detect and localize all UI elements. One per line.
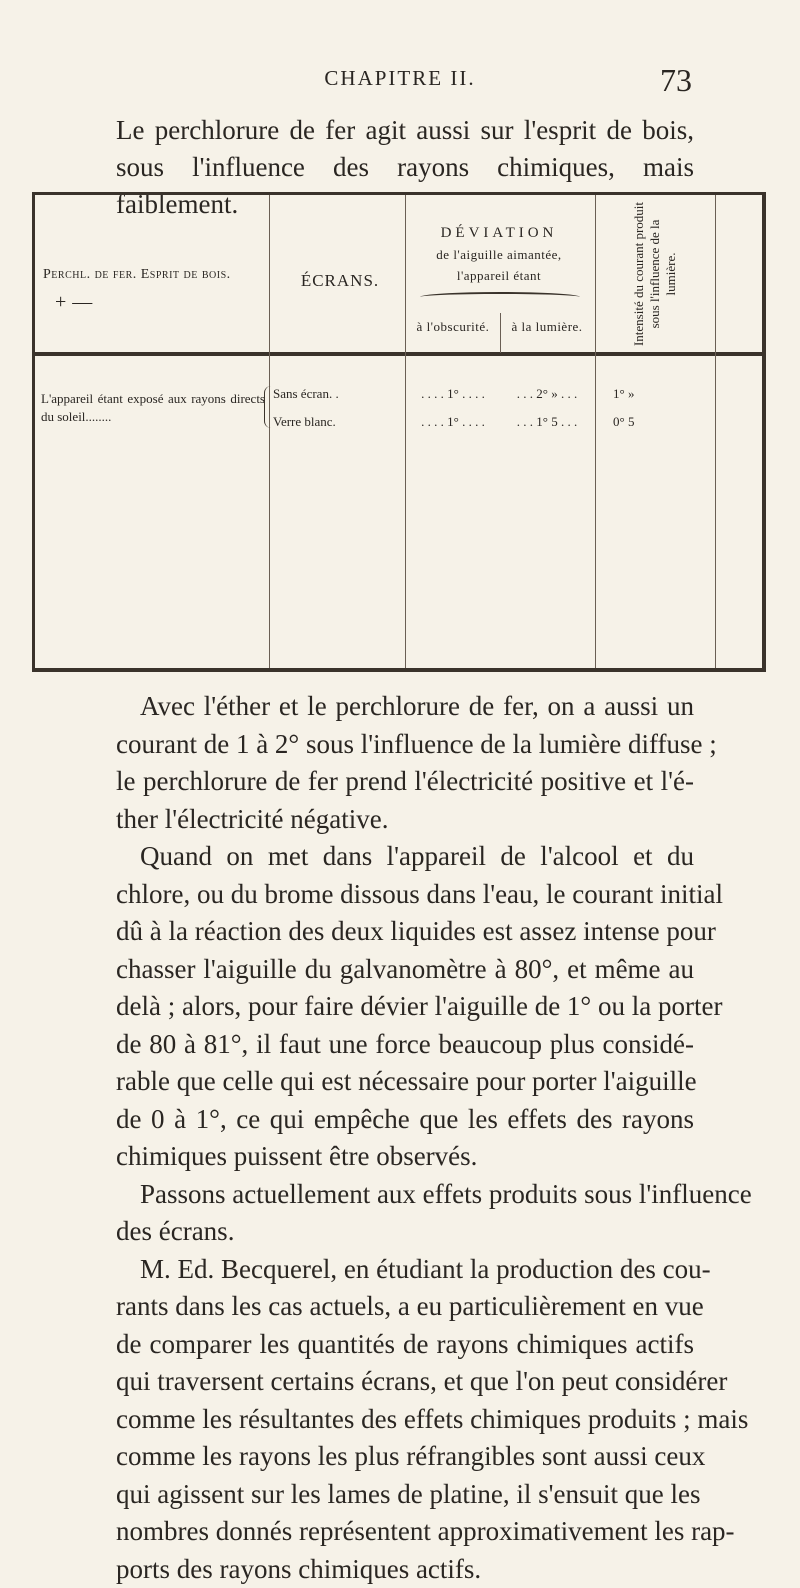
text-line: Avec l'éther et le perchlorure de fer, on a aussi un — [116, 688, 694, 726]
deviation-title: DÉVIATION — [407, 223, 591, 244]
table-cell-obscurite: . . . . 1° . . . . — [407, 414, 499, 430]
text-line: chlore, ou du brome dissous dans l'eau, le courant initial — [116, 876, 694, 914]
page-header — [0, 62, 800, 102]
table-cell-screen: Sans écran. . — [273, 386, 339, 402]
data-table — [32, 192, 766, 672]
text-line: nombres donnés représentent approximativement les rap- — [116, 1513, 694, 1551]
col-header-signs: + — — [55, 291, 115, 314]
text-line: Quand on met dans l'appareil de l'alcool et du — [116, 838, 694, 876]
text-line: courant de 1 à 2° sous l'influence de la lumière diffuse ; — [116, 726, 694, 764]
text-line: des écrans. — [116, 1213, 694, 1251]
table-cell-obscurite: . . . . 1° . . . . — [407, 386, 499, 402]
table-row — [35, 356, 762, 476]
text-line: comme les résultantes des effets chimiques produits ; mais — [116, 1401, 694, 1439]
text-line: comme les rayons les plus réfrangibles sont aussi ceux — [116, 1438, 694, 1476]
text-line: ports des rayons chimiques actifs. — [116, 1551, 694, 1588]
header-brace — [420, 292, 580, 302]
text-line: Le perchlorure de fer agit aussi sur l'esprit de bois, — [116, 112, 694, 149]
col-header-deviation — [407, 223, 591, 286]
text-line: de 80 à 81°, il faut une force beaucoup plus considé- — [116, 1026, 694, 1064]
table-cell-intensite: 1° » — [613, 386, 673, 402]
text-line: sous l'influence des rayons chimiques, mais faiblement. — [116, 149, 694, 223]
row-brace — [264, 386, 271, 428]
text-line: M. Ed. Becquerel, en étudiant la production des cou- — [116, 1251, 694, 1289]
table-cell-intensite: 0° 5 — [613, 414, 673, 430]
col-header-lumiere: à la lumière. — [501, 319, 593, 335]
col-header-perchlorure: Perchl. de fer. Esprit de bois. — [43, 267, 273, 283]
text-line: rants dans les cas actuels, a eu particulièrement en vue — [116, 1288, 694, 1326]
text-line: de comparer les quantités de rayons chimiques actifs — [116, 1326, 694, 1364]
text-line: ther l'électricité négative. — [116, 801, 694, 839]
col-header-ecrans: ÉCRANS. — [275, 271, 405, 291]
text-line: rable que celle qui est nécessaire pour porter l'aiguille — [116, 1063, 694, 1101]
col-header-obscurite: à l'obscurité. — [407, 319, 499, 335]
text-line: de 0 à 1°, ce qui empêche que les effets des rayons — [116, 1101, 694, 1139]
deviation-subtitle: de l'aiguille aimantée, — [407, 244, 591, 265]
table-header — [35, 195, 762, 352]
intensite-label: Intensité du courant produit sous l'influence de la lumière. — [631, 199, 679, 349]
col-header-intensite — [595, 195, 715, 352]
running-head: CHAPITRE II. — [0, 66, 800, 91]
body-text — [116, 688, 694, 1588]
text-line: qui agissent sur les lames de platine, il s'ensuit que les — [116, 1476, 694, 1514]
text-line: delà ; alors, pour faire dévier l'aiguille de 1° ou la porter — [116, 988, 694, 1026]
text-line: Passons actuellement aux effets produits sous l'influence — [116, 1176, 694, 1214]
text-line: chasser l'aiguille du galvanomètre à 80°, et même au — [116, 951, 694, 989]
deviation-subtitle-2: l'appareil étant — [407, 265, 591, 286]
table-cell-lumiere: . . . 2° » . . . — [501, 386, 593, 402]
row-label: L'appareil étant exposé aux rayons directs du soleil........ — [41, 390, 265, 426]
page-number: 73 — [660, 62, 692, 99]
text-line: le perchlorure de fer prend l'électricité positive et l'é- — [116, 763, 694, 801]
table-cell-lumiere: . . . 1° 5 . . . — [501, 414, 593, 430]
table-cell-screen: Verre blanc. — [273, 414, 336, 430]
text-line: dû à la réaction des deux liquides est assez intense pour — [116, 913, 694, 951]
text-line: qui traversent certains écrans, et que l'on peut considérer — [116, 1363, 694, 1401]
text-line: chimiques puissent être observés. — [116, 1138, 694, 1176]
column-divider — [500, 313, 501, 353]
